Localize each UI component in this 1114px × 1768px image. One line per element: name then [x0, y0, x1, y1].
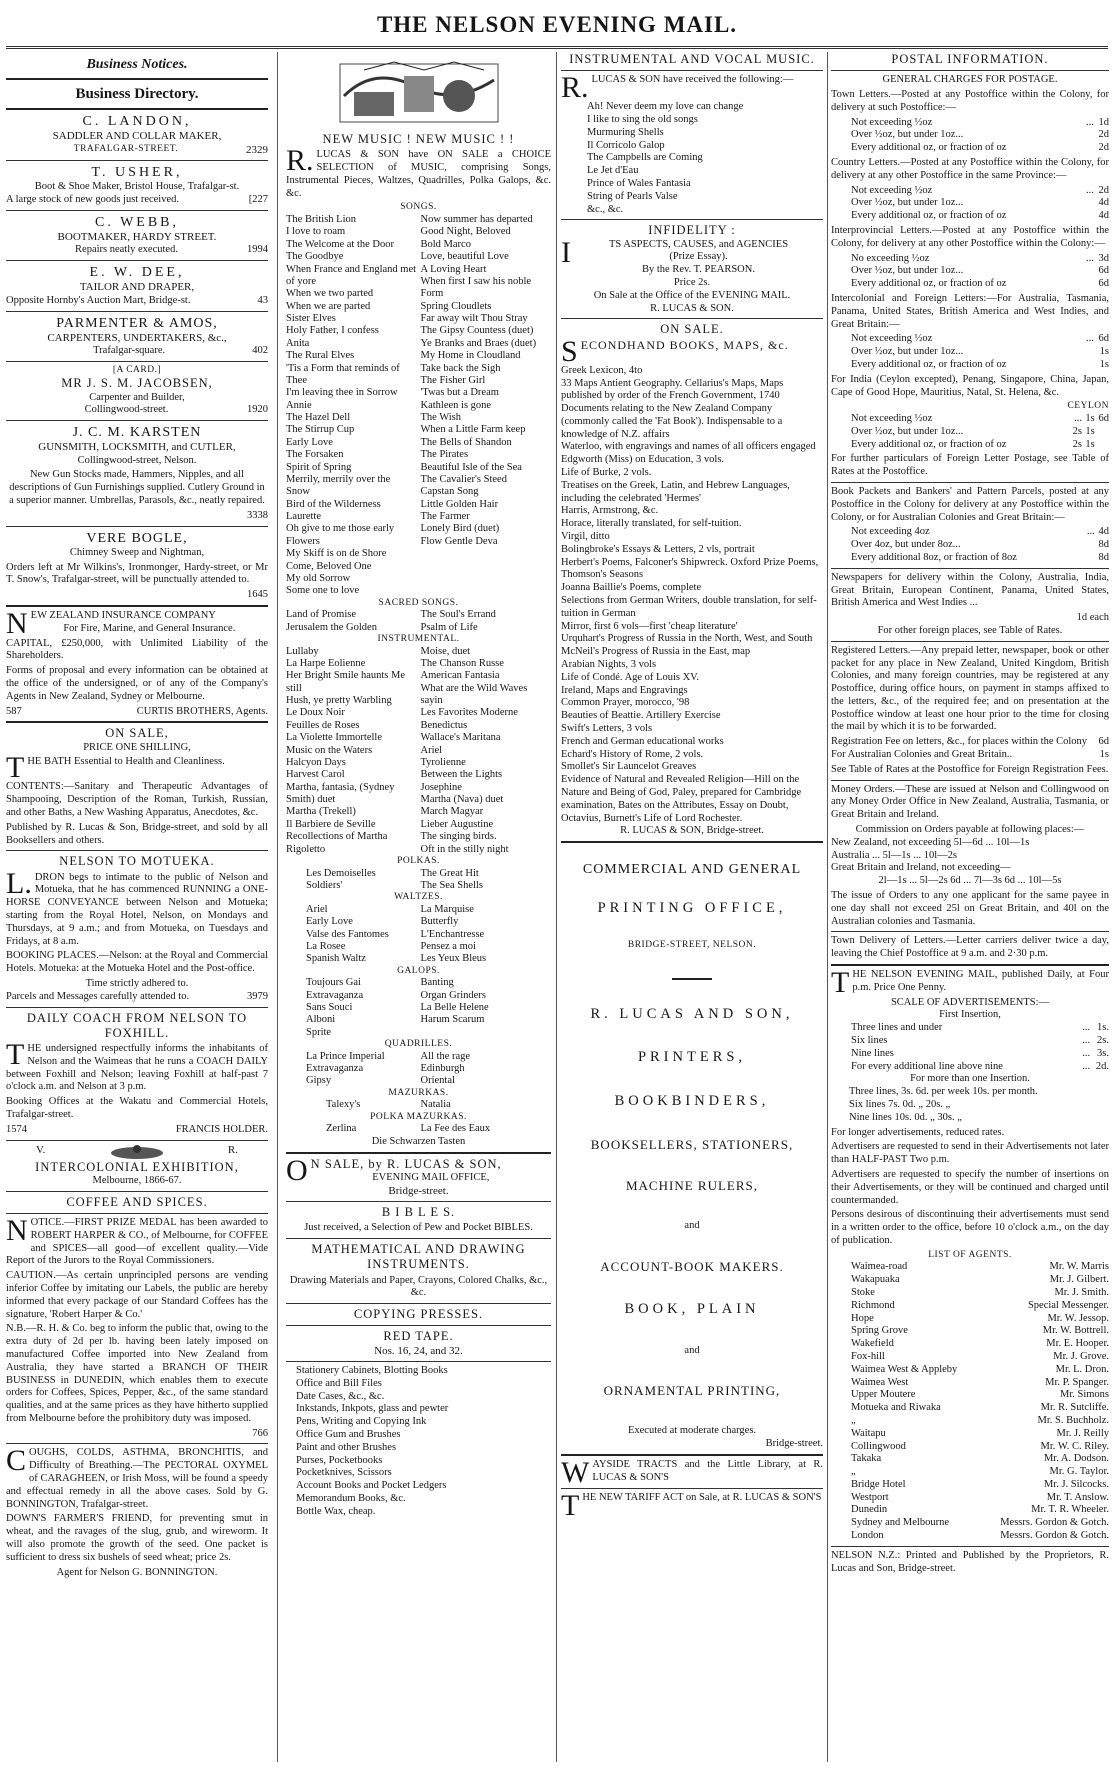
list-item: 33 Maps Antient Geography. Cellarius's Maps, Maps published by order of the French Government, 1740 [561, 377, 784, 402]
list-item: French and German educational works [561, 735, 724, 747]
list-item: Urquhart's Progress of Russia in the North, West, and South [561, 633, 813, 645]
list-item: Martha (Trekell) [286, 806, 356, 818]
table-row: Every additional oz, or fraction of oz 2d [851, 142, 1109, 154]
list-item: Martha, fantasia, (Sydney Smith) duet [286, 781, 395, 806]
table-row: Six lines ... 2s. [851, 1035, 1109, 1047]
table-row: Every additional oz, or fraction of oz 2s 1s [851, 438, 1095, 450]
list-item: Beautiful Isle of the Sea [420, 461, 522, 473]
list-item: The Forsaken [286, 449, 344, 461]
list-item: The Gipsy Countess (duet) [420, 325, 534, 337]
table-row: Over 4oz, but under 8oz... 8d [851, 539, 1109, 551]
ad-bath: ON SALE, PRICE ONE SHILLING, T HE BATH Essential to Health and Cleanliness. CONTENTS:—Sanitary and Therapeutic Advantages of Shampooing, Description of the Roman, Turkish, Russian, and other Baths, a New Washing Apparatus, Anecdotes, &c. Published by R. Lucas & Son, Bridge-street, and sold by all Booksellers and others. [6, 726, 268, 846]
stationery-list [286, 1365, 551, 1519]
list-item: Date Cases, &c., &c. [296, 1390, 385, 1402]
list-item: Banting [420, 977, 454, 989]
list-item: Jerusalem the Golden [286, 621, 377, 633]
list-item: Edinburgh [420, 1063, 465, 1075]
list-item: Inkstands, Inkpots, glass and pewter [296, 1403, 449, 1415]
list-item: What are the Wild Waves sayin [420, 682, 528, 707]
list-item: La Prince Imperial [306, 1050, 385, 1062]
list-item: Hush, ye pretty Warbling [286, 695, 392, 707]
instrumental-list [286, 646, 551, 856]
list-item: Rigoletto [286, 843, 326, 855]
list-item: Her Bright Smile haunts Me still [286, 670, 405, 694]
table-row: For every additional line above nine ... 2d. [851, 1060, 1109, 1072]
list-item: Tyrolienne [420, 756, 466, 768]
table-row: Wakapuaka Mr. J. Gilbert. [851, 1274, 1109, 1286]
table-row: Every additional 8oz, or fraction of 8oz 8d [851, 551, 1109, 563]
list-item: Valse des Fantomes [306, 928, 389, 940]
table-row: Westport Mr. T. Anslow. [851, 1491, 1109, 1503]
table-row: Over ½oz, but under 1oz... 4d [851, 197, 1109, 209]
list-item: Butterfly [420, 916, 459, 928]
table-row: Fox-hill Mr. J. Grove. [851, 1350, 1109, 1362]
imprint-footer: NELSON N.Z.: Printed and Published by the Proprietors, R. Lucas and Son, Bridge-street. [831, 1549, 1109, 1574]
table-row: London Messrs. Gordon & Gotch. [851, 1530, 1109, 1542]
list-item: The Rural Elves [286, 350, 355, 362]
list-item: Pensez a moi [420, 940, 476, 952]
list-item: My Home in Cloudland [420, 350, 521, 362]
list-item: When first I saw his noble Form [420, 275, 532, 300]
ad-coach: DAILY COACH FROM NELSON TO FOXHILL. T HE undersigned respectfully informs the inhabitants of Nelson and the Waimeas that he runs a COACH DAILY between Foxhill and Nelson; leaving Foxhill at half-past 7 o'clock a.m. and Nelson at 3 p.m. Booking Offices at the Wakatu and Commercial Hotels, Trafalgar-street. 1574 FRANCIS HOLDER. [6, 1010, 268, 1135]
list-item: Three lines, 3s. 6d. per week 10s. per month. [849, 1086, 1038, 1098]
list-item: The Welcome at the Door [286, 238, 395, 250]
ad-bogle: VERE BOGLE, Chimney Sweep and Nightman, Orders left at Mr Wilkins's, Ironmonger, Hardy-street, or Mr T. Snow's, Trafalgar-street, will be punctually attended to. 1645 [6, 530, 268, 601]
list-item: Lieber Augustine [420, 818, 494, 830]
list-item: Oh give to me those early Flowers [286, 523, 395, 547]
column-2: NEW MUSIC ! NEW MUSIC ! ! R. LUCAS & SON have ON SALE a CHOICE SELECTION of MUSIC, comprising Songs, Instrumental Pieces, Waltzes, Quadrilles, Polka Galops, &c. &c. SONGS. The British Lion I love to roam The Welcome at the Door The Goodbye When France and England met of yore When we two parted When we are parted Sister Elves Holy Father, I confess Anita The Rural Elves 'Tis a Form that reminds of Thee I'm leaving thee in Sorrow Annie The Hazel Dell The Stirrup Cup Early Love The Forsaken Spirit of Spring Merrily, merrily over the Snow Bird of the Wilderness Laurette Oh give to me those early Flowers My Skiff is on de Shore Come, Beloved One My old Sorrow Some one to love Now summer has departed Good Night, Beloved Bold Marco Love, beautiful Love A Loving Heart When first I saw his noble Form Spring Cloudlets Far away wilt Thou Stray The Gipsy Countess (duet) Ye Branks and Braes (duet) My Home in Cloudland Take back the Sigh The Fisher Girl 'Twas but a Dream Kathleen is gone The Wish When a Little Farm keep The Bells of Shandon The Pirates Beautiful Isle of the Sea The Cavalier's Steed Capstan Song Little Golden Hair The Farmer Lonely Bird (duet) Flow Gentle Deva SACRED SONGS. Land of Promise Jerusalem the Golden The Soul's Errand Psalm of Life INSTRUMENTAL. Lullaby La Harpe Eolienne Her Bright Smile haunts Me still Hush, ye pretty Warbling Le Doux Noir Feuilles de Roses La Violette Immortelle Music on the Waters Halcyon Days Harvest Carol Martha, fantasia, (Sydney Smith) duet Martha (Trekell) Il Barbiere de Seville Recollections of Martha Rigoletto Moise, duet The Chanson Russe American Fantasia What are the Wild Waves sayin Les Favorites Moderne Benedictus Wallace's Maritana Ariel Tyrolienne Between the Lights Josephine Martha (Nava) duet March Magyar Lieber Augustine The singing birds. Oft in the stilly night POLKAS. Les Demoiselles Soldiers' The Great Hit The Sea Shells WALTZES. Ariel Early Love Valse des Fantomes La Rosee Spanish Waltz La Marquise Butterfly L'Enchantresse Pensez a moi Les Yeux Bleus GALOPS. Toujours Gai Extravaganza Sans Souci Alboni Sprite Banting Organ Grinders La Belle Helene Harum Scarum QUADRILLES. La Prince Imperial Extravaganza Gipsy All the rage Edinburgh Oriental MAZURKAS. Talexy's Natalia POLKA MAZURKAS. Zerlina La Fee des Eaux Die Schwarzen Tasten O N SALE, by R. LUCAS & SON, EVENING MAIL OFFICE, Bridge-street. B I B L E S. Just received, a Selection of Pew and Pocket BIBLES. MATHEMATICAL AND DRAWING INSTRUMENTS. Drawing Materials and Paper, Crayons, Colored Chalks, &c., &c. COPYING PRESSES. RED TAPE. Nos. 16, 24, and 32. Stationery Cabinets, Blotting Books Office and Bill Files Date Cases, &c., &c. Inkstands, Inkpots, glass and pewter Pens, Writing and Copying Ink Office Gum and Brushes Paint and other Brushes Purses, Pocketbooks Pocketknives, Scissors Account Books and Pocket Ledgers Memorandum Books, &c. Bottle Wax, cheap. [286, 52, 551, 1762]
ad-jacobsen: [A CARD.] MR J. S. M. JACOBSEN, Carpenter and Builder, Collingwood-street. 1920 [61, 364, 268, 416]
interprovincial-rates-table [831, 253, 1109, 291]
list-item: Treatises on the Greek, Latin, and Hebrew Languages, including the celebrated 'Hermes' [561, 479, 790, 504]
list-item: String of Pearls Valse [587, 190, 678, 202]
list-item: Harvest Carol [286, 769, 345, 781]
list-item: Murmuring Shells [587, 126, 664, 138]
list-item: &c., &c. [587, 203, 624, 215]
list-item: The Wish [420, 412, 462, 424]
printing-office-ad: COMMERCIAL AND GENERAL PRINTING OFFICE, BRIDGE-STREET, NELSON. R. LUCAS AND SON, PRINTERS, BOOKBINDERS, BOOKSELLERS, STATIONERS, MACHINE RULERS, and ACCOUNT-BOOK MAKERS. BOOK, PLAIN and ORNAMENTAL PRINTING, Executed at moderate charges. Bridge-street. [582, 862, 823, 1450]
list-item: When we two parted [286, 288, 374, 300]
books-list [561, 365, 823, 826]
list-item: Memorandum Books, &c. [296, 1493, 406, 1505]
list-item: Six lines 7s. 0d. „ 20s. „ [849, 1099, 951, 1110]
table-row: Three lines and under ... 1s. [851, 1022, 1109, 1034]
column-1 [6, 52, 268, 1762]
ad-nz-insurance: N EW ZEALAND INSURANCE COMPANY For Fire, Marine, and General Insurance. CAPITAL, £250,000, with Unlimited Liability of the Shareholders. Forms of proposal and every information can be obtained at the office of the undersigned, or of any of the Company's Agents in New Zealand, Sydney or Melbourne. 587 CURTIS BROTHERS, Agents. [6, 606, 268, 717]
first-insertion-table [831, 1022, 1109, 1073]
list-item: Account Books and Pocket Ledgers [296, 1480, 447, 1492]
new-music-heading: NEW MUSIC ! NEW MUSIC ! ! [322, 132, 515, 146]
tariff-ad: HE NEW TARIFF ACT on Sale, at R. LUCAS & SON'S [582, 1491, 822, 1503]
list-item: Pocketknives, Scissors [296, 1467, 392, 1479]
list-item: Laurette [286, 511, 321, 523]
list-item: Le Doux Noir [286, 707, 345, 719]
list-item: Ye Branks and Braes (duet) [420, 337, 537, 349]
list-item: Come, Beloved One [286, 560, 372, 572]
galops-list [286, 977, 551, 1039]
list-item: The British Lion [286, 214, 356, 226]
list-item: Martha (Nava) duet [420, 794, 504, 806]
list-item: Love, beautiful Love [420, 251, 509, 263]
list-item: A Loving Heart [420, 263, 487, 275]
list-item: Smollet's Sir Launcelot Greaves [561, 761, 697, 773]
list-item: Some one to love [286, 585, 360, 597]
list-item: Bottle Wax, cheap. [296, 1505, 376, 1517]
list-item: Sans Souci [306, 1002, 353, 1014]
list-item: Alboni [306, 1014, 336, 1026]
list-item: Purses, Pocketbooks [296, 1454, 383, 1466]
table-row: Takaka Mr. A. Dodson. [851, 1453, 1109, 1465]
list-item: Far away wilt Thou Stray [420, 313, 528, 325]
ad-dee: E. W. DEE, TAILOR AND DRAPER, Opposite Hornby's Auction Mart, Bridge-st. 43 [6, 265, 268, 306]
list-item: La Rosee [306, 940, 346, 952]
table-row: Upper Moutere Mr. Simons [851, 1389, 1109, 1401]
masthead-rule [6, 46, 1108, 49]
list-item: The Soul's Errand [420, 609, 496, 621]
masthead: THE NELSON EVENING MAIL. [376, 12, 738, 37]
list-item: The Great Hit [420, 867, 479, 879]
table-row: Dunedin Mr. T. R. Wheeler. [851, 1504, 1109, 1516]
list-item: Ariel [306, 903, 328, 915]
table-row: Richmond Special Messenger. [851, 1299, 1109, 1311]
table-row: Not exceeding ½oz ... 2d [851, 184, 1109, 196]
list-item: Les Demoiselles [306, 867, 376, 879]
intercolonial-rates-table [831, 333, 1109, 371]
column-divider [556, 52, 557, 1762]
list-item: Wallace's Maritana [420, 732, 501, 744]
sacred-list [286, 609, 551, 634]
table-row: Every additional oz, or fraction of oz 4d [851, 210, 1109, 222]
list-item: Office and Bill Files [296, 1377, 382, 1389]
ad-on-sale-bibles: O N SALE, by R. LUCAS & SON, EVENING MAIL OFFICE, Bridge-street. B I B L E S. Just received, a Selection of Pew and Pocket BIBLES. MATHEMATICAL AND DRAWING INSTRUMENTS. Drawing Materials and Paper, Crayons, Colored Chalks, &c., &c. COPYING PRESSES. RED TAPE. Nos. 16, 24, and 32. Stationery Cabinets, Blotting Books Office and Bill Files Date Cases, &c., &c. Inkstands, Inkpots, glass and pewter Pens, Writing and Copying Ink Office Gum and Brushes Paint and other Brushes Purses, Pocketbooks Pocketknives, Scissors Account Books and Pocket Ledgers Memorandum Books, &c. Bottle Wax, cheap. [286, 1157, 551, 1519]
list-item: Greek Lexicon, 4to [561, 364, 643, 376]
table-row: Not exceeding ½oz ... 1d [851, 116, 1109, 128]
list-item: La Harpe Eolienne [286, 657, 366, 669]
list-item: The Goodbye [286, 251, 344, 263]
list-item: American Fantasia [420, 670, 500, 682]
more-insertion-list [831, 1086, 1109, 1124]
table-row: Bridge Hotel Mr. J. Silcocks. [851, 1478, 1109, 1490]
list-item: Common Prayer, morocco, '98 [561, 697, 690, 709]
wayside-ad: AYSIDE TRACTS and the Little Library, at R. LUCAS & SON'S [592, 1458, 823, 1483]
list-item: I love to roam [286, 226, 346, 238]
list-item: March Magyar [420, 806, 484, 818]
agents-table [831, 1261, 1109, 1543]
list-item: Life of Burke, 2 vols. [561, 467, 652, 479]
list-item: Evidence of Natural and Revealed Religion—Hill on the Nature and Being of God, Paley, prepared for Cambridge examination, Bates on the Attributes, Essay on Doubt, Octavius, Burnett's Life of Lord Rochester. [561, 774, 802, 824]
list-item: I like to sing the old songs [587, 114, 698, 126]
list-item: Il Barbiere de Seville [286, 818, 376, 830]
table-row: Every additional oz, or fraction of oz 6d [851, 278, 1109, 290]
ad-webb: C. WEBB, BOOTMAKER, HARDY STREET. Repairs neatly executed. 1994 [57, 214, 268, 256]
india-rates-table [831, 413, 1109, 451]
list-item: When France and England met of yore [286, 263, 417, 287]
list-item: Ah! Never deem my love can change [587, 101, 744, 113]
vocal-list [561, 101, 823, 216]
column-4: POSTAL INFORMATION. GENERAL CHARGES FOR POSTAGE. Town Letters.—Posted at any Postoffice within the Colony, for delivery at such Postoffice:— Not exceeding ½oz ... 1d Over ½oz, but under 1oz... 2d Every additional oz, or fraction of oz 2d Country Letters.—Posted at any Postoffice within the Colony, for delivery at any other Postoffice in the same Province:— Not exceeding ½oz ... 2d Over ½oz, but under 1oz... 4d Every additional oz, or fraction of oz 4d Interprovincial Letters.—Posted at any Postoffice within the Colony, for delivery at any other Postoffice within the Colony:— No exceeding ½oz ... 3d Over ½oz, but under 1oz... 6d Every additional oz, or fraction of oz 6d Intercolonial and Foreign Letters:—For Australia, Tasmania, Panama, United States, British America and West Indies, and Great Britain:— Not exceeding ½oz ... 6d Over ½oz, but under 1oz... 1s Every additional oz, or fraction of oz 1s For India (Ceylon excepted), Penang, Singapore, China, Japan, Cape of Good Hope, Mauritius, Natal, St. Helena, &c. CEYLON Not exceeding ½oz ... 1s 6d Over ½oz, but under 1oz... 2s 1s Every additional oz, or fraction of oz 2s 1s For further particulars of Foreign Letter Postage, see Table of Rates at the Postoffice. Book Packets and Bankers' and Pattern Parcels, posted at any Postoffice in the Colony for delivery at any Postoffice within the Colony, or for Australian Colonies and Great Britain:— Not exceeding 4oz ... 4d Over 4oz, but under 8oz... 8d Every additional 8oz, or fraction of 8oz 8d Newspapers for delivery within the Colony, Australia, India, Great Britain, European Continent, Panama, United States, British America and West Indies ... 1d each For other foreign places, see Table of Rates. Registered Letters.—Any prepaid letter, newspaper, book or other packet for any place in New Zealand, United Kingdom, British Colonies, and many foreign countries, may be registered at any Postoffice, during office hours, on payment in stamps affixed to the letters, &c., of the required fee; and on presentation at the Postoffice window at least one hour prior to the time for closing the mail by which it is to be forwarded. Registration Fee on letters, &c., for places within the Colony 6d For Australian Colonies and Great Britain.. 1s See Table of Rates at the Postoffice for Foreign Registration Fees. Money Orders.—These are issued at Nelson and Collingwood on any Money Order Office in New Zealand, Australia, Tasmania, or Great Britain and Ireland. Commission on Orders payable at following places:— New Zealand, not exceeding 5l—6d ... 10l—1s Australia ... 5l—1s ... 10l—2s Great Britain and Ireland, not exceeding— 2l—1s ... 5l—2s 6d ... 7l—3s 6d ... 10l—5s The issue of Orders to any one applicant for the same payee in one day shall not exceed 25l on Great Britain, and 40l on the Australian colonies and Tasmania. Town Delivery of Letters.—Letter carriers deliver twice a day, leaving the Chief Postoffice at 9 a.m. and 2·30 p.m. T HE NELSON EVENING MAIL, published Daily, at Four p.m. Price One Penny. SCALE OF ADVERTISEMENTS:— First Insertion, Three lines and under ... 1s. Six lines ... 2s. Nine lines ... 3s. For every additional line above nine ... 2d. For more than one Insertion. Three lines, 3s. 6d. per week 10s. per month. Six lines 7s. 0d. „ 20s. „ Nine lines 10s. 0d. „ 30s. „ For longer advertisements, reduced rates. Advertisers are requested to send in their Advertisements not later than HALF-PAST Two p.m. Advertisers are requested to specify the number of insertions on their Advertisements, or they will be continued and charged until countermanded. Persons desirous of discontinuing their advertisements must send in a written order to the office, before 10 o'clock a.m., on the day of publication. LIST OF AGENTS. Waimea-road Mr. W. Marris Wakapuaka Mr. J. Gilbert. Stoke Mr. J. Smith. Richmond Special Messenger. Hope Mr. W. Jessop. Spring Grove Mr. W. Bottrell. Wakefield Mr. E. Hooper. Fox-hill Mr. J. Grove. Waimea West & Appleby Mr. L. Dron. Waimea West Mr. P. Spanger. Upper Moutere Mr. Simons Motueka and Riwaka Mr. R. Sutcliffe. „ Mr. S. Buchholz. Waitapu Mr. J. Reilly Collingwood Mr. W. C. Riley. Takaka Mr. A. Dodson. „ Mr. G. Taylor. Bridge Hotel Mr. J. Silcocks. Westport Mr. T. Anslow. Dunedin Mr. T. R. Wheeler. Sydney and Melbourne Messrs. Gordon & Gotch. London Messrs. Gordon & Gotch. NELSON N.Z.: Printed and Published by the Proprietors, R. Lucas and Son, Bridge-street. [831, 52, 1109, 1574]
instrumental-vocal-heading: INSTRUMENTAL AND VOCAL MUSIC. [569, 52, 815, 66]
list-item: Land of Promise [286, 609, 356, 621]
songs-list [286, 214, 551, 598]
list-item: The Pirates [420, 449, 469, 461]
royal-crest-icon [107, 1144, 167, 1160]
list-item: Josephine [420, 781, 462, 793]
list-item: Take back the Sigh [420, 362, 501, 374]
list-item: Spirit of Spring [286, 461, 352, 473]
list-item: Oft in the stilly night [420, 843, 509, 855]
list-item: Stationery Cabinets, Blotting Books [296, 1365, 448, 1377]
list-item: L'Enchantresse [420, 928, 485, 940]
table-row: Sydney and Melbourne Messrs. Gordon & Gotch. [851, 1517, 1109, 1529]
list-item: Il Corricolo Galop [587, 139, 665, 151]
list-item: The Hazel Dell [286, 412, 351, 424]
list-item: Music on the Waters [286, 744, 373, 756]
list-item: Office Gum and Brushes [296, 1429, 401, 1441]
list-item: The Stirrup Cup [286, 424, 355, 436]
list-item: Waterloo, with engravings and names of all officers engaged [561, 441, 816, 453]
table-row: „ Mr. S. Buchholz. [851, 1414, 1109, 1426]
table-row: Hope Mr. W. Jessop. [851, 1312, 1109, 1324]
list-item: Organ Grinders [420, 989, 486, 1001]
table-row: Waimea West & Appleby Mr. L. Dron. [851, 1363, 1109, 1375]
town-rates-table [831, 117, 1109, 155]
list-item: Lullaby [286, 645, 319, 657]
list-item: Arabian Nights, 3 vols [561, 659, 657, 671]
ad-landon: C. LANDON, SADDLER AND COLLAR MAKER, TRAFALGAR-STREET. 2329 [52, 114, 268, 156]
list-item: Oriental [420, 1075, 455, 1087]
list-item: Herbert's Poems, Falconer's Shipwreck. Oxford Prize Poems, Thomson's Seasons [561, 556, 819, 581]
list-item: Les Favorites Moderne [420, 707, 518, 719]
list-item: Bird of the Wilderness [286, 498, 381, 510]
table-row: Over ½oz, but under 1oz... 2s 1s [851, 425, 1095, 437]
column-divider [277, 52, 278, 1762]
list-item: Documents relating to the New Zealand Company (commonly called the 'Fat Book'). Indispensable to a knowledge of N.Z. affairs [561, 403, 783, 440]
table-row: Collingwood Mr. W. C. Riley. [851, 1440, 1109, 1452]
list-item: Life of Condé. Age of Louis XV. [561, 671, 700, 683]
list-item: Soldiers' [306, 879, 343, 891]
list-item: Moise, duet [420, 645, 471, 657]
list-item: Ariel [420, 744, 443, 756]
list-item: The Cavalier's Steed [420, 473, 507, 485]
list-item: Swift's Letters, 3 vols [561, 723, 653, 735]
list-item: Beauties of Beattie. Artillery Exercise [561, 710, 721, 722]
list-item: Good Night, Beloved [420, 226, 511, 238]
list-item: Sister Elves [286, 313, 336, 325]
list-item: When we are parted [286, 300, 371, 312]
list-item: 'Tis a Form that reminds of Thee [286, 362, 400, 386]
list-item: The Sea Shells [420, 879, 483, 891]
list-item: Halcyon Days [286, 756, 346, 768]
list-item: Kathleen is gone [420, 399, 492, 411]
ad-parmenter: PARMENTER & AMOS, CARPENTERS, UNDERTAKERS, &c., Trafalgar-square. 402 [47, 315, 268, 356]
list-item: McNeil's Progress of Russia in the East, map [561, 646, 751, 658]
list-item: Harum Scarum [420, 1014, 485, 1026]
list-item: Early Love [306, 916, 353, 928]
ad-coughs: C OUGHS, COLDS, ASTHMA, BRONCHITIS, and Difficulty of Breathing.—The PECTORAL OXYMEL of CARAGHEEN, or Irish Moss, will be found a speedy and effectual remedy in all the above cases. Sold by G. BONNINGTON, Trafalgar-street. DOWN'S FARMER'S FRIEND, for preventing smut in wheat, and the ravages of the slug, grub, and wireworm. It will also promote the growth of the seed. One packet is sufficient to dress six bushels of seed wheat; price 2s. Agent for Nelson G. BONNINGTON. [6, 1444, 268, 1578]
table-row: Over ½oz, but under 1oz... 2d [851, 129, 1109, 141]
list-item: Capstan Song [420, 486, 479, 498]
list-item: Harris, Armstrong, &c. [561, 505, 659, 517]
list-item: Pens, Writing and Copying Ink [296, 1416, 427, 1428]
list-item: Extravaganza [306, 1063, 364, 1075]
table-row: Wakefield Mr. E. Hooper. [851, 1338, 1109, 1350]
list-item: I'm leaving thee in Sorrow Annie [286, 387, 398, 411]
table-row: Not exceeding ½oz ... 6d [851, 333, 1109, 345]
list-item: Toujours Gai [306, 977, 361, 989]
music-engraving-image [334, 56, 504, 128]
column-divider [827, 52, 828, 1762]
list-item: Sprite [306, 1026, 332, 1038]
table-row: Waimea-road Mr. W. Marris [851, 1261, 1109, 1273]
list-item: Feuilles de Roses [286, 719, 360, 731]
ad-usher: T. USHER, Boot & Shoe Maker, Bristol House, Trafalgar-st. A large stock of new goods just received. [227 [6, 165, 268, 206]
list-item: Nine lines 10s. 0d. „ 30s. „ [849, 1111, 962, 1123]
list-item: Edgworth (Miss) on Education, 3 vols. [561, 454, 725, 466]
list-item: The Fisher Girl [420, 374, 486, 386]
table-row: Every additional oz, or fraction of oz 1s [851, 358, 1109, 370]
list-item: My old Sorrow [286, 572, 351, 584]
table-row: Motueka and Riwaka Mr. R. Sutcliffe. [851, 1402, 1109, 1414]
list-item: Selections from German Writers, double translation, for self-tuition in German [561, 595, 817, 619]
list-item: Bold Marco [420, 238, 471, 250]
list-item: Echard's History of Rome, 2 vols. [561, 748, 704, 760]
table-row: Stoke Mr. J. Smith. [851, 1286, 1109, 1298]
business-notices-heading: Business Notices. [86, 57, 188, 72]
list-item: Les Yeux Bleus [420, 953, 487, 965]
list-item: Extravaganza [306, 989, 364, 1001]
table-row: Over ½oz, but under 1oz... 1s [851, 346, 1109, 358]
list-item: Spanish Waltz [306, 953, 366, 965]
list-item: La Belle Helene [420, 1002, 489, 1014]
list-item: Benedictus [420, 719, 468, 731]
table-row: Nine lines ... 3s. [851, 1047, 1109, 1059]
ad-exhibition: V. R. INTERCOLONIAL EXHIBITION, Melbourne, 1866-67. COFFEE AND SPICES. N OTICE.—FIRST PRIZE MEDAL has been awarded to ROBERT HARPER & CO., of Melbourne, for COFFEE and SPICES—all good—of excellent quality.—Vide Report of the Jurors to the Royal Commissioners. CAUTION.—As certain unprincipled persons are vending inferior Coffee by imitating our Labels, the public are hereby informed that every package of our Standard Coffees has the signature, 'Robert Harper & Co.' N.B.—R. H. & Co. beg to inform the public that, owing to the extra duty of 2d per lb. having been lately imposed on manufactured Coffee imported into New Zealand from Australia, they have started a BRANCH OF THEIR BUSINESS in DUNEDIN, which enables them to execute orders for Coffees, Spices, Pepper, &c., of the same standard qualities, and at the same prices as they have hitherto supplied from Melbourne before the prohibitory duty was imposed. 766 [6, 1143, 268, 1439]
list-item: Early Love [286, 436, 333, 448]
list-item: Holy Father, I confess [286, 325, 379, 337]
table-row: No exceeding ½oz ... 3d [851, 252, 1109, 264]
list-item: Now summer has departed [420, 214, 533, 226]
list-item: My Skiff is on de Shore [286, 548, 387, 560]
list-item: Virgil, ditto [561, 531, 610, 543]
list-item: Paint and other Brushes [296, 1441, 397, 1453]
list-item: The singing birds. [420, 831, 497, 843]
quadrilles-list [286, 1051, 551, 1088]
list-item: All the rage [420, 1050, 471, 1062]
list-item: Mirror, first 6 vols—first 'cheap literature' [561, 620, 738, 632]
list-item: When a Little Farm keep [420, 424, 526, 436]
list-item: Ireland, Maps and Engravings [561, 684, 688, 696]
table-row: „ Mr. G. Taylor. [851, 1466, 1109, 1478]
table-row: Waimea West Mr. P. Spanger. [851, 1376, 1109, 1388]
table-row: Not exceeding ½oz ... 1s 6d [851, 412, 1109, 424]
table-row: Over ½oz, but under 1oz... 6d [851, 265, 1109, 277]
table-row: Not exceeding 4oz ... 4d [851, 526, 1109, 538]
list-item: Recollections of Martha [286, 831, 388, 843]
polkas-list [286, 868, 551, 893]
list-item: La Violette Immortelle [286, 732, 382, 744]
business-directory-heading: Business Directory. [75, 86, 199, 103]
list-item: Psalm of Life [420, 621, 478, 633]
list-item: Bolingbroke's Essays & Letters, 2 vls, portrait [561, 543, 755, 555]
list-item: The Bells of Shandon [420, 436, 512, 448]
list-item: Anita [286, 337, 310, 349]
ad-motueka: NELSON TO MOTUEKA. L. DRON begs to intimate to the public of Nelson and Motueka, that he has commenced RUNNING a ONE-HORSE CONVEYANCE between Nelson and Motueka; starting from the Royal Hotel, Nelson, on Mondays and Thursdays, at 9 a.m.; and from Motueka, on Tuesdays and Fridays, at 8 a.m. BOOKING PLACES.—Nelson: at the Royal and Commercial Hotels. Motueka: at the Motueka Hotel and the Post-office. Time strictly adhered to. Parcels and Messages carefully attended to. 3979 [6, 854, 268, 1002]
list-item: Joanna Baillie's Poems, complete [561, 582, 702, 594]
postal-heading: POSTAL INFORMATION. [891, 52, 1049, 66]
list-item: The Campbells are Coming [587, 152, 703, 164]
column-3: INSTRUMENTAL AND VOCAL MUSIC. R. LUCAS & SON have received the following:— Ah! Never deem my love can change I like to sing the old songs Murmuring Shells Il Corricolo Galop The Campbells are Coming Le Jet d'Eau Prince of Wales Fantasia String of Pearls Valse &c., &c. INFIDELITY : I TS ASPECTS, CAUSES, and AGENCIES (Prize Essay). By the Rev. T. PEARSON. Price 2s. On Sale at the Office of the EVENING MAIL. R. LUCAS & SON. ON SALE. S ECONDHAND BOOKS, MAPS, &c. Greek Lexicon, 4to 33 Maps Antient Geography. Cellarius's Maps, Maps published by order of the French Government, 1740 Documents relating to the New Zealand Company (commonly called the 'Fat Book'). Indispensable to a knowledge of N.Z. affairs Waterloo, with engravings and names of all officers engaged Edgworth (Miss) on Education, 3 vols. Life of Burke, 2 vols. Treatises on the Greek, Latin, and Hebrew Languages, including the celebrated 'Hermes' Harris, Armstrong, &c. Horace, literally translated, for self-tuition. Virgil, ditto Bolingbroke's Essays & Letters, 2 vls, portrait Herbert's Poems, Falconer's Shipwreck. Oxford Prize Poems, Thomson's Seasons Joanna Baillie's Poems, complete Selections from German Writers, double translation, for self-tuition in German Mirror, first 6 vols—first 'cheap literature' Urquhart's Progress of Russia in the North, West, and South McNeil's Progress of Russia in the East, map Arabian Nights, 3 vols Life of Condé. Age of Louis XV. Ireland, Maps and Engravings Common Prayer, morocco, '98 Beauties of Beattie. Artillery Exercise Swift's Letters, 3 vols French and German educational works Echard's History of Rome, 2 vols. Smollet's Sir Launcelot Greaves Evidence of Natural and Revealed Religion—Hill on the Nature and Being of God, Paley, prepared for Cambridge examination, Bates on the Attributes, Essay on Doubt, Octavius, Burnett's Life of Lord Rochester. R. LUCAS & SON, Bridge-street. COMMERCIAL AND GENERAL PRINTING OFFICE, BRIDGE-STREET, NELSON. R. LUCAS AND SON, PRINTERS, BOOKBINDERS, BOOKSELLERS, STATIONERS, MACHINE RULERS, and ACCOUNT-BOOK MAKERS. BOOK, PLAIN and ORNAMENTAL PRINTING, Executed at moderate charges. Bridge-street. W AYSIDE TRACTS and the Little Library, at R. LUCAS & SON'S T HE NEW TARIFF ACT on Sale, at R. LUCAS & SON'S [561, 52, 823, 1522]
list-item: Little Golden Hair [420, 498, 499, 510]
table-row: Waitapu Mr. J. Reilly [851, 1427, 1109, 1439]
list-item: Horace, literally translated, for self-tuition. [561, 518, 742, 530]
waltzes-list [286, 904, 551, 966]
list-item: Le Jet d'Eau [587, 165, 639, 177]
list-item: Lonely Bird (duet) [420, 523, 500, 535]
table-row: Spring Grove Mr. W. Bottrell. [851, 1325, 1109, 1337]
ad-karsten: J. C. M. KARSTEN GUNSMITH, LOCKSMITH, and CUTLER, Collingwood-street, Nelson. New Gun Stocks made, Hammers, Nipples, and all descriptions of Gun Furnishings supplied. Cutlery Ground in a superior manner. Umbrellas, Parasols, &c., neatly repaired. 3338 [9, 425, 268, 521]
list-item: Between the Lights [420, 769, 503, 781]
list-item: The Farmer [420, 511, 470, 523]
list-item: Merrily, merrily over the Snow [286, 473, 391, 498]
list-item: 'Twas but a Dream [420, 387, 499, 399]
list-item: Flow Gentle Deva [420, 535, 498, 547]
list-item: Gipsy [306, 1075, 332, 1087]
list-item: Prince of Wales Fantasia [587, 178, 691, 190]
packet-rates-table [831, 526, 1109, 564]
list-item: The Chanson Russe [420, 657, 504, 669]
list-item: Spring Cloudlets [420, 300, 492, 312]
list-item: La Marquise [420, 903, 474, 915]
country-rates-table [831, 185, 1109, 223]
